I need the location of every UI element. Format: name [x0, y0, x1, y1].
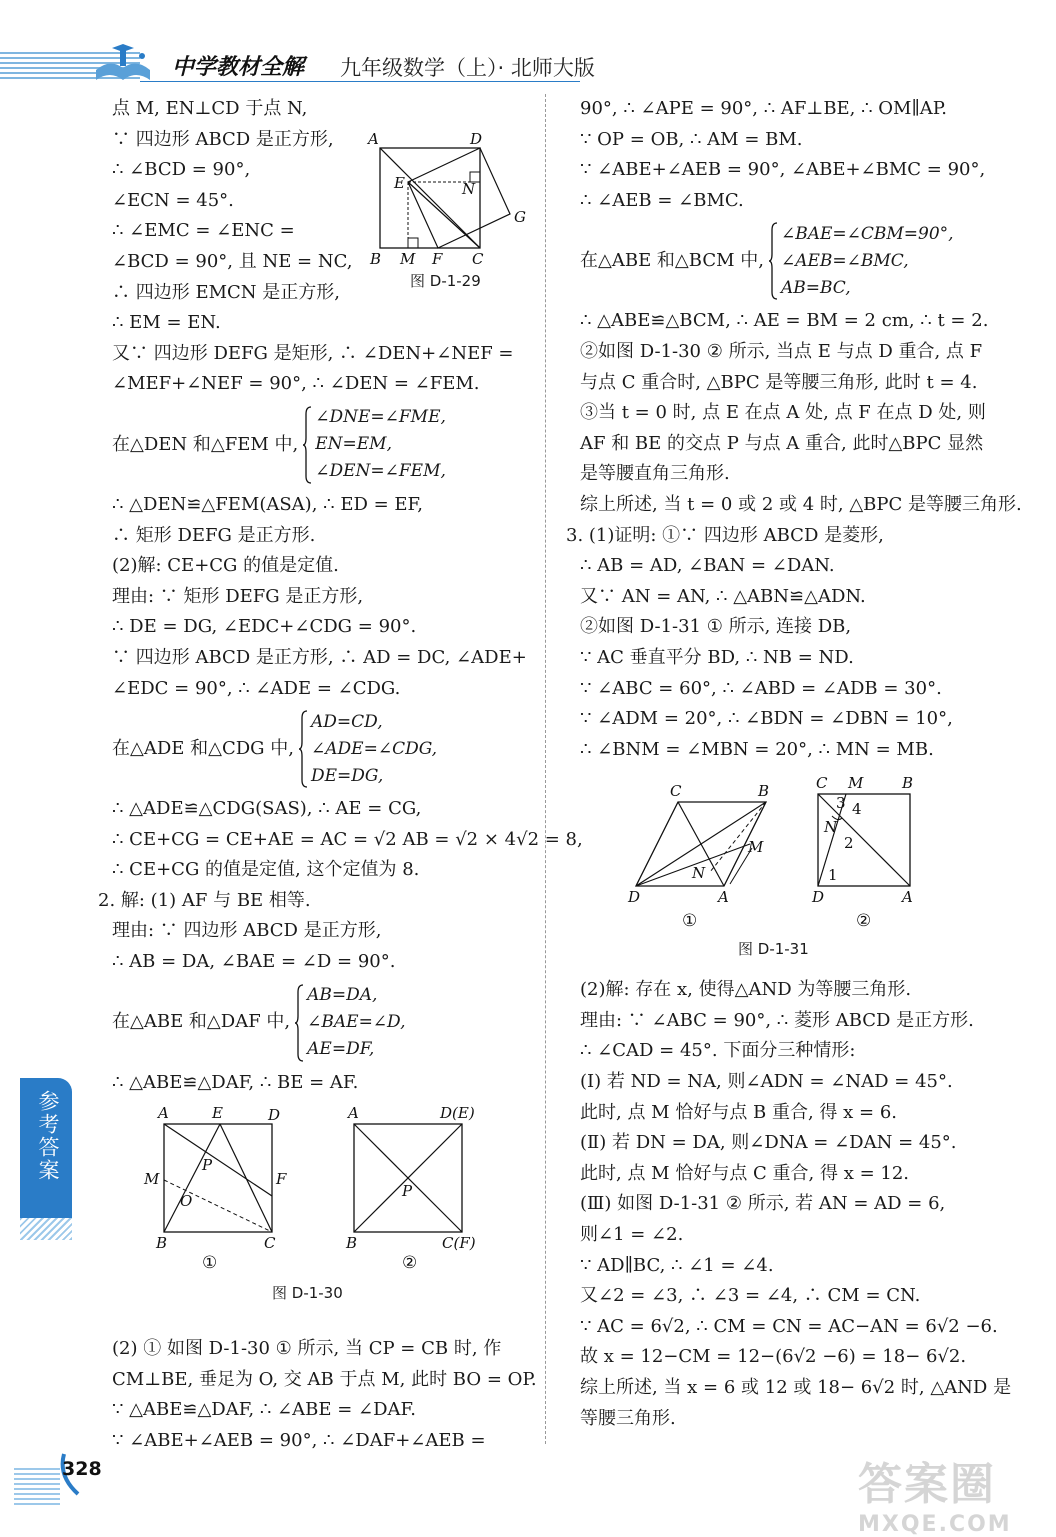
point-label: M	[144, 1170, 160, 1188]
text-line: (2)解: 存在 x, 使得△AND 为等腰三角形.	[580, 979, 912, 1001]
header-rule	[140, 81, 580, 82]
figure-d-1-31	[620, 772, 940, 972]
text-line: (Ⅱ) 若 DN = DA, 则∠DNA = ∠DAN = 45°.	[580, 1132, 957, 1154]
point-label: N	[692, 864, 706, 882]
text-line: (2)解: CE+CG 的值是定值.	[112, 555, 339, 577]
system-row: DE=DG,	[311, 765, 384, 786]
text-line: 点 M, EN⊥CD 于点 N,	[112, 98, 308, 119]
point-label: A	[902, 888, 913, 906]
text-line: ∴ ∠CAD = 45°. 下面分三种情形:	[580, 1040, 856, 1062]
text-line: 综上所述, 当 x = 6 或 12 或 18− 6√2 时, △AND 是	[580, 1377, 1012, 1398]
text-line: ∵ OP = OB, ∴ AM = BM.	[580, 128, 803, 150]
book-title: 中学教材全解	[172, 55, 305, 80]
text-line: ∴ △ABE≌△DAF, ∴ BE = AF.	[112, 1071, 359, 1093]
section-tab-label: 参考答案	[36, 1090, 60, 1182]
point-label: D	[628, 888, 641, 906]
system-lead: 在△ABE 和△DAF 中,	[112, 1011, 291, 1033]
text-line: ∴ CE+CG 的值是定值, 这个定值为 8.	[112, 859, 420, 881]
angle-label: 4	[852, 800, 862, 818]
square-diagram	[366, 130, 536, 270]
system-row: ∠AEB=∠BMC,	[780, 250, 909, 271]
page-number: 328	[62, 1458, 102, 1480]
right-column	[566, 94, 1022, 1434]
problem-heading: 2. 解: (1) AF 与 BE 相等.	[98, 889, 311, 911]
point-label: M	[748, 838, 764, 856]
text-line: ∠MEF+∠NEF = 90°, ∴ ∠DEN = ∠FEM.	[112, 373, 480, 395]
square-diagrams	[140, 1102, 500, 1272]
system-row: EN=EM,	[315, 434, 392, 455]
system-row: ∠BAE=∠D,	[307, 1012, 406, 1033]
text-line: ∴ AB = AD, ∠BAN = ∠DAN.	[580, 555, 835, 577]
point-label: O	[180, 1192, 193, 1210]
point-label: N	[462, 180, 476, 198]
text-line: ∴ △ABE≌△BCM, ∴ AE = BM = 2 cm, ∴ t = 2.	[580, 310, 989, 332]
system-row: ∠DNE=∠FME,	[315, 407, 446, 428]
tab-stripes	[20, 1218, 72, 1240]
point-label: C	[670, 782, 682, 800]
subfigure-label: ①	[682, 911, 698, 931]
point-label: F	[276, 1170, 287, 1188]
watermark-url: MXQE.COM	[858, 1512, 1012, 1537]
system-row: AD=CD,	[311, 711, 383, 732]
system-lead: 在△ADE 和△CDG 中,	[112, 737, 295, 759]
text-line: ∵ 四边形 ABCD 是正方形,	[112, 128, 334, 150]
text-line: 理由: ∵ ∠ABC = 90°, ∴ 菱形 ABCD 是正方形.	[580, 1009, 974, 1031]
text-line: 是等腰直角三角形.	[580, 463, 730, 485]
brace-icon	[302, 406, 312, 484]
text-line: 此时, 点 M 恰好与点 B 重合, 得 x = 6.	[580, 1101, 898, 1123]
page-header	[0, 0, 1056, 92]
text-line: 又∠2 = ∠3, ∴ ∠3 = ∠4, ∴ CM = CN.	[580, 1285, 921, 1307]
figure-caption: 图 D-1-31	[738, 940, 809, 958]
text-line: ∵ 四边形 ABCD 是正方形, ∴ AD = DC, ∠ADE+	[112, 646, 527, 668]
point-label: D	[268, 1106, 281, 1124]
text-line: ∠ECN = 45°.	[112, 189, 234, 211]
text-line: ∴ ∠AEB = ∠BMC.	[580, 189, 744, 211]
text-line: ∵ ∠ADM = 20°, ∴ ∠BDN = ∠DBN = 10°,	[580, 708, 953, 730]
text-line: ∴ CE+CG = CE+AE = AC = √2 AB = √2 × 4√2 = 8,	[112, 828, 583, 850]
page-number-stripes	[14, 1468, 60, 1508]
point-label: C	[816, 774, 828, 792]
point-label: E	[394, 174, 405, 192]
angle-label: 2	[844, 834, 854, 852]
text-line: AF 和 BE 的交点 P 与点 A 重合, 此时△BPC 显然	[580, 432, 984, 454]
text-line: ∵ △ABE≌△DAF, ∴ ∠ABE = ∠DAF.	[112, 1399, 416, 1421]
point-label: M	[848, 774, 864, 792]
system-row: AB=DA,	[307, 985, 378, 1006]
point-label: G	[514, 208, 526, 226]
text-line: ∴ EM = EN.	[112, 312, 221, 334]
text-line: ∴ ∠BCD = 90°,	[112, 159, 251, 181]
text-line: 理由: ∵ 四边形 ABCD 是正方形,	[112, 920, 382, 942]
point-label: N	[824, 818, 838, 836]
text-line: ∵ AC = 6√2, ∴ CM = CN = AC−AN = 6√2 −6.	[580, 1315, 998, 1337]
brace-icon	[768, 222, 778, 300]
text-line: ∴ △DEN≌△FEM(ASA), ∴ ED = EF,	[112, 493, 423, 515]
text-line: ∠BCD = 90°, 且 NE = NC,	[112, 250, 353, 272]
diagram-1	[627, 782, 769, 906]
text-line: 又∵ 四边形 DEFG 是矩形, ∴ ∠DEN+∠NEF =	[112, 342, 514, 364]
watermark-text: 答案圈	[858, 1459, 996, 1510]
point-label: D(E)	[440, 1104, 475, 1122]
text-line: ②如图 D-1-30 ② 所示, 当点 E 与点 D 重合, 点 F	[580, 340, 983, 362]
point-label: A	[348, 1104, 359, 1122]
point-label: P	[402, 1182, 413, 1200]
text-line: ②如图 D-1-31 ① 所示, 连接 DB,	[580, 616, 852, 638]
equation-system	[112, 706, 542, 792]
problem-heading: 3. (1)证明: ①∵ 四边形 ABCD 是菱形,	[566, 524, 884, 546]
diagram-2	[345, 1104, 476, 1252]
point-label: F	[432, 250, 443, 268]
equation-system	[580, 218, 1000, 304]
text-line: ∴ DE = DG, ∠EDC+∠CDG = 90°.	[112, 616, 417, 638]
text-line: ∠EDC = 90°, ∴ ∠ADE = ∠CDG.	[112, 677, 401, 699]
text-line: 综上所述, 当 t = 0 或 2 或 4 时, △BPC 是等腰三角形.	[580, 493, 1022, 515]
text-line: ∴ △ADE≌△CDG(SAS), ∴ AE = CG,	[112, 798, 422, 820]
text-line: 90°, ∴ ∠APE = 90°, ∴ AF⊥BE, ∴ OM∥AP.	[580, 98, 947, 119]
point-label: C	[264, 1234, 276, 1252]
subfigure-label: ②	[402, 1253, 418, 1272]
subfigure-label: ①	[202, 1253, 218, 1272]
text-line: (Ⅰ) 若 ND = NA, 则∠ADN = ∠NAD = 45°.	[580, 1071, 953, 1093]
angle-label: 1	[828, 866, 838, 884]
point-label: D	[812, 888, 825, 906]
text-line: 故 x = 12−CM = 12−(6√2 −6) = 18− 6√2.	[580, 1346, 967, 1368]
system-row: ∠DEN=∠FEM,	[315, 461, 446, 482]
point-label: B	[758, 782, 770, 800]
book-subtitle: 九年级数学（上）· 北师大版	[340, 56, 595, 80]
point-label: P	[202, 1156, 213, 1174]
text-line: 等腰三角形.	[580, 1407, 676, 1429]
system-row: AB=BC,	[780, 277, 851, 298]
section-tab	[20, 1078, 72, 1218]
equation-system	[112, 980, 542, 1066]
text-line: ∵ ∠ABE+∠AEB = 90°, ∠ABE+∠BMC = 90°,	[580, 159, 986, 181]
point-label: B	[156, 1234, 168, 1252]
brace-icon	[294, 984, 304, 1062]
angle-label: 3	[836, 794, 846, 812]
text-line: 则∠1 = ∠2.	[580, 1224, 684, 1246]
figure-caption: 图 D-1-30	[272, 1284, 343, 1302]
figure-d-1-29	[366, 130, 536, 295]
text-line: (2) ① 如图 D-1-30 ① 所示, 当 CP = CB 时, 作	[112, 1338, 502, 1360]
point-label: A	[718, 888, 729, 906]
text-line: ∴ AB = DA, ∠BAE = ∠D = 90°.	[112, 951, 396, 973]
text-line: ③当 t = 0 时, 点 E 在点 A 处, 点 F 在点 D 处, 则	[580, 402, 986, 424]
text-line: CM⊥BE, 垂足为 O, 交 AB 于点 M, 此时 BO = OP.	[112, 1368, 537, 1390]
system-lead: 在△ABE 和△BCM 中,	[580, 250, 764, 272]
text-line: 此时, 点 M 恰好与点 C 重合, 得 x = 12.	[580, 1162, 909, 1184]
point-label: B	[902, 774, 914, 792]
watermark-logo	[858, 1448, 1048, 1537]
equation-system	[112, 402, 542, 488]
text-line: ∵ AC 垂直平分 BD, ∴ NB = ND.	[580, 646, 854, 668]
text-line: 又∵ AN = AN, ∴ △ABN≌△ADN.	[580, 585, 866, 607]
subfigure-label: ②	[856, 911, 872, 931]
rhombus-square-diagrams	[620, 772, 940, 942]
text-line: 理由: ∵ 矩形 DEFG 是正方形,	[112, 585, 364, 607]
figure-caption: 图 D-1-29	[410, 272, 481, 290]
point-label: B	[370, 250, 382, 268]
brace-icon	[298, 710, 308, 788]
system-row: AE=DF,	[307, 1039, 375, 1060]
point-label: E	[212, 1104, 223, 1122]
text-line: ∵ AD∥BC, ∴ ∠1 = ∠4.	[580, 1254, 774, 1276]
point-label: A	[368, 130, 379, 148]
text-line: ∴ ∠EMC = ∠ENC =	[112, 220, 295, 242]
text-line: ∵ ∠ABC = 60°, ∴ ∠ABD = ∠ADB = 30°.	[580, 677, 942, 699]
text-line: ∵ ∠ABE+∠AEB = 90°, ∴ ∠DAF+∠AEB =	[112, 1430, 486, 1452]
point-label: C(F)	[442, 1234, 476, 1252]
point-label: B	[346, 1234, 358, 1252]
point-label: M	[400, 250, 416, 268]
text-line: ∴ 四边形 EMCN 是正方形,	[112, 281, 340, 303]
system-lead: 在△DEN 和△FEM 中,	[112, 433, 299, 455]
text-line: ∴ ∠BNM = ∠MBN = 20°, ∴ MN = MB.	[580, 738, 934, 760]
system-row: ∠ADE=∠CDG,	[311, 738, 438, 759]
diagram-2	[811, 774, 913, 906]
point-label: C	[472, 250, 484, 268]
diagram-1	[143, 1104, 287, 1252]
point-label: D	[470, 130, 483, 148]
text-line: 与点 C 重合时, △BPC 是等腰三角形, 此时 t = 4.	[580, 371, 978, 393]
figure-d-1-30	[140, 1102, 500, 1302]
text-line: (Ⅲ) 如图 D-1-31 ② 所示, 若 AN = AD = 6,	[580, 1193, 946, 1215]
point-label: A	[158, 1104, 169, 1122]
book-logo-icon	[92, 40, 154, 86]
system-row: ∠BAE=∠CBM=90°,	[780, 223, 954, 244]
column-divider	[545, 94, 546, 1444]
text-line: ∴ 矩形 DEFG 是正方形.	[112, 524, 316, 546]
